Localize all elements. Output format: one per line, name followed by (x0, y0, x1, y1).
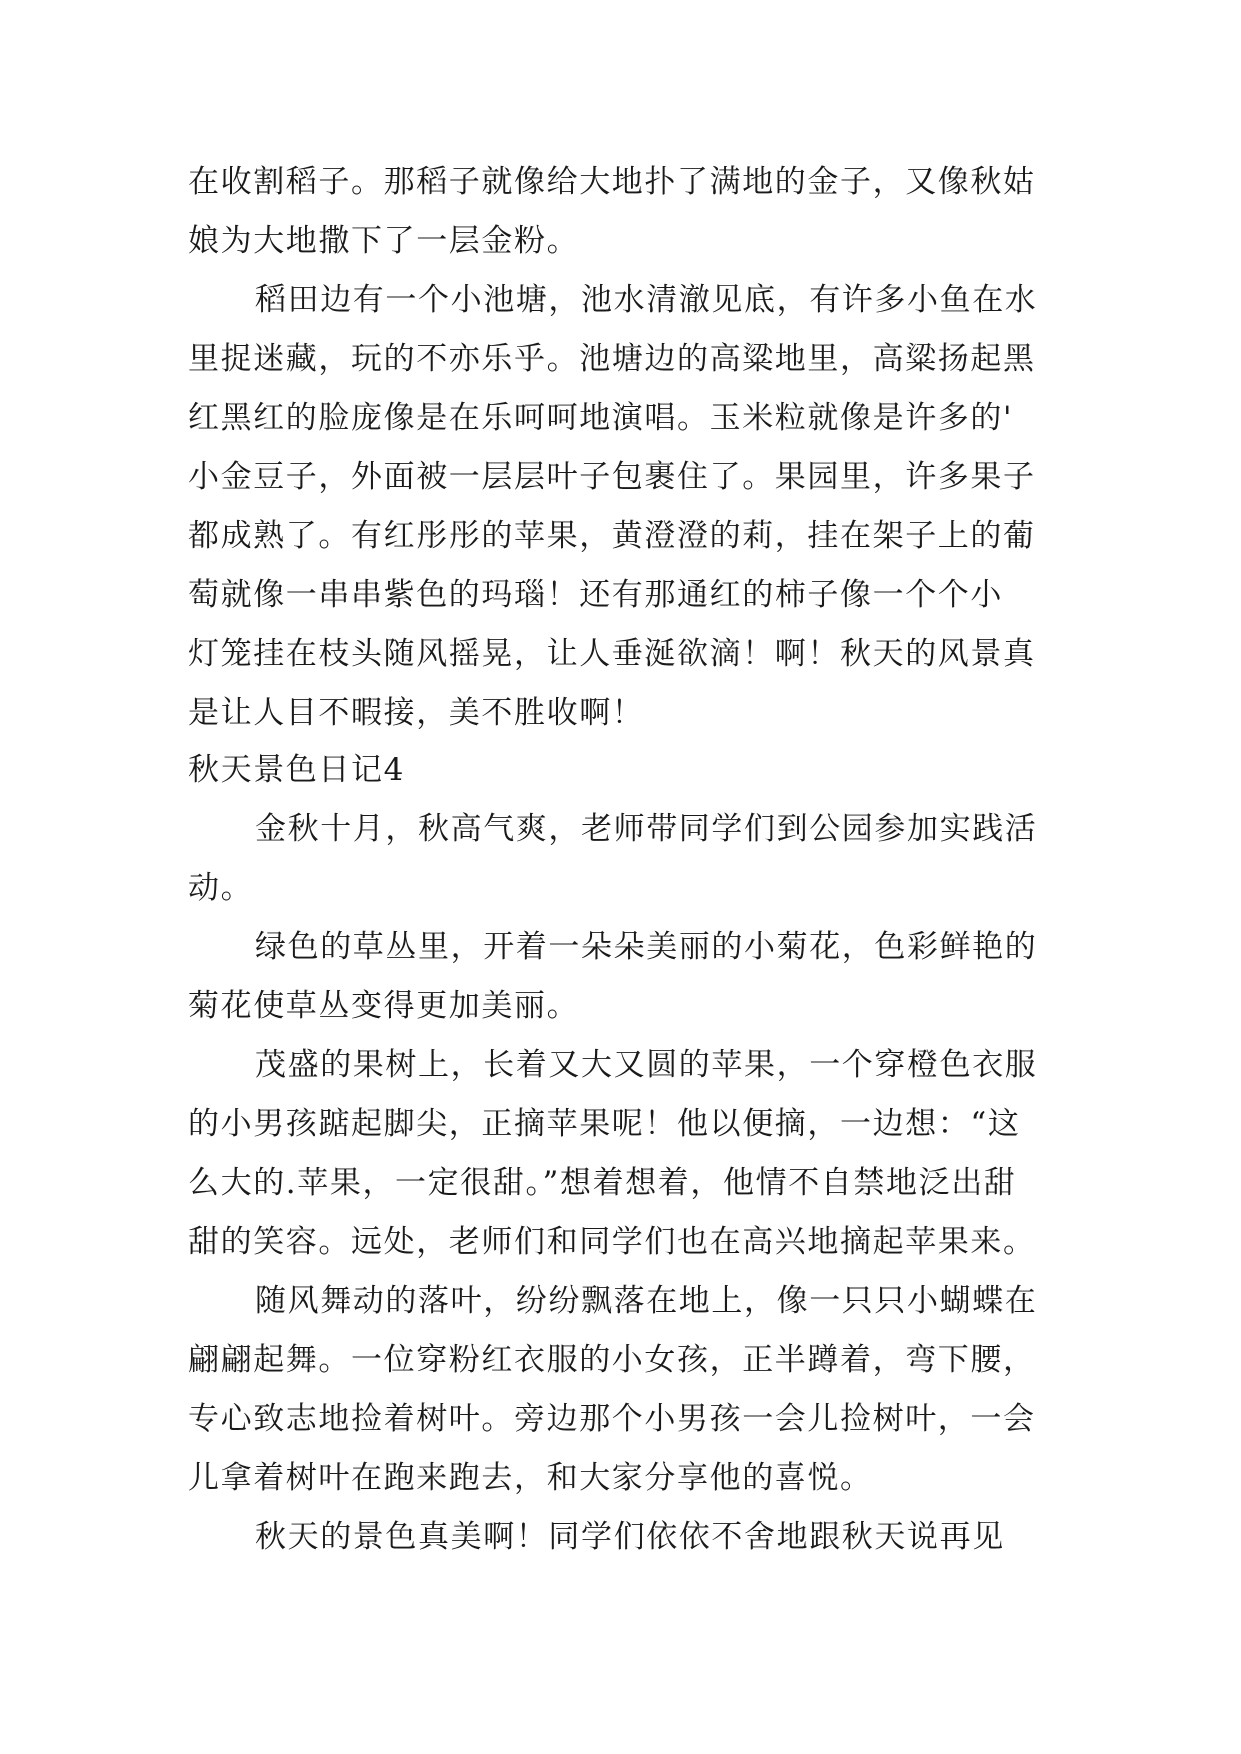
text-line: 萄就像一串串紫色的玛瑙！还有那通红的柿子像一个个小 (188, 577, 1003, 613)
text-line: 里捉迷藏，玩的不亦乐乎。池塘边的高粱地里，高粱扬起黑 (188, 341, 1036, 377)
text-line: 灯笼挂在枝头随风摇晃，让人垂涎欲滴！啊！秋天的风景真 (188, 636, 1036, 672)
paragraph-start: 秋天的景色真美啊！同学们依依不舍地跟秋天说再见 (255, 1519, 1005, 1555)
text-line: 么大的.苹果，一定很甜。”想着想着，他情不自禁地泛出甜 (188, 1165, 1017, 1201)
text-line: 翩翩起舞。一位穿粉红衣服的小女孩，正半蹲着，弯下腰， (188, 1342, 1036, 1378)
text-line: 动。 (188, 870, 254, 906)
text-line: 娘为大地撒下了一层金粉。 (188, 223, 580, 259)
text-line: 小金豆子，外面被一层层叶子包裹住了。果园里，许多果子 (188, 459, 1036, 495)
text-line: 在收割稻子。那稻子就像给大地扑了满地的金子，又像秋姑 (188, 164, 1036, 200)
paragraph-start: 稻田边有一个小池塘，池水清澈见底，有许多小鱼在水 (255, 282, 1038, 318)
text-line: 的小男孩踮起脚尖，正摘苹果呢！他以便摘，一边想：“这 (188, 1106, 1021, 1142)
section-heading: 秋天景色日记4 (188, 752, 405, 788)
paragraph-start: 金秋十月，秋高气爽，老师带同学们到公园参加实践活 (255, 811, 1038, 847)
text-line: 菊花使草丛变得更加美丽。 (188, 988, 580, 1024)
paragraph-start: 随风舞动的落叶，纷纷飘落在地上，像一只只小蝴蝶在 (255, 1283, 1038, 1319)
text-line: 红黑红的脸庞像是在乐呵呵地演唱。玉米粒就像是许多的' (188, 400, 1014, 436)
text-line: 是让人目不暇接，美不胜收啊！ (188, 695, 645, 731)
paragraph-start: 绿色的草丛里，开着一朵朵美丽的小菊花，色彩鲜艳的 (255, 929, 1038, 965)
text-line: 儿拿着树叶在跑来跑去，和大家分享他的喜悦。 (188, 1460, 873, 1496)
paragraph-start: 茂盛的果树上，长着又大又圆的苹果，一个穿橙色衣服 (255, 1047, 1038, 1083)
text-line: 都成熟了。有红彤彤的苹果，黄澄澄的莉，挂在架子上的葡 (188, 518, 1036, 554)
text-line: 专心致志地捡着树叶。旁边那个小男孩一会儿捡树叶，一会 (188, 1401, 1036, 1437)
text-line: 甜的笑容。远处，老师们和同学们也在高兴地摘起苹果来。 (188, 1224, 1036, 1260)
